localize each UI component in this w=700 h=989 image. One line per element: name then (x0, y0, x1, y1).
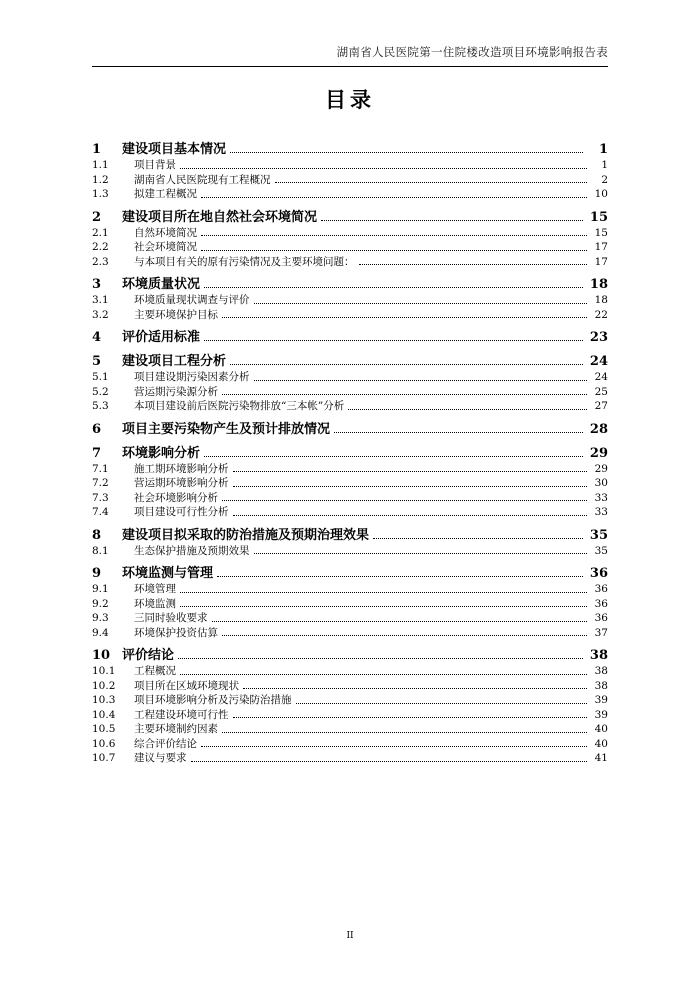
toc-entry-page: 38 (589, 648, 608, 663)
toc-entry[interactable] (92, 355, 608, 368)
toc-entry-page: 29 (589, 445, 608, 461)
toc-entry-page: 40 (594, 723, 608, 735)
toc-leader-dots (222, 499, 587, 501)
toc-entry-label: 项目主要污染物产生及预计排放情况 (122, 421, 331, 437)
toc-leader-dots (243, 687, 587, 689)
toc-leader-dots (233, 716, 588, 718)
toc-entry-number: 3.2 (92, 308, 109, 321)
toc-entry-page: 39 (594, 708, 608, 721)
toc-entry[interactable] (92, 295, 608, 306)
toc-entry-page: 1 (601, 159, 608, 171)
toc-leader-dots (254, 379, 588, 381)
toc-entry-page: 33 (594, 506, 608, 518)
toc-leader-dots (180, 605, 587, 607)
toc-entry-number: 10.1 (92, 665, 116, 677)
toc-entry-label: 建设项目工程分析 (122, 354, 227, 369)
toc-entry-label: 营运期污染源分析 (134, 385, 218, 398)
toc-entry-number: 10.3 (92, 694, 116, 706)
toc-entry-number: 7.3 (92, 491, 109, 504)
toc-entry-label: 工程建设环境可行性 (134, 708, 229, 721)
toc-leader-dots (204, 286, 583, 288)
toc-entry-number: 10.4 (92, 708, 116, 721)
toc-entry-label: 建设项目拟采取的防治措施及预期治理效果 (122, 527, 370, 543)
toc-leader-dots (233, 485, 588, 487)
toc-entry-number: 10 (92, 648, 111, 663)
toc-entry-number: 10.7 (92, 752, 116, 764)
toc-entry-number: 9.1 (92, 583, 109, 595)
toc-entry-label: 评价结论 (122, 648, 175, 663)
toc-leader-dots (222, 393, 587, 395)
toc-entry[interactable] (92, 724, 608, 735)
toc-entry-label: 主要环境制约因素 (134, 723, 218, 735)
toc-entry[interactable] (92, 189, 608, 200)
toc-leader-dots (230, 363, 583, 365)
toc-entry-label: 建议与要求 (134, 752, 187, 764)
toc-entry[interactable] (92, 493, 608, 504)
toc-entry[interactable] (92, 599, 608, 610)
table-of-contents (92, 132, 608, 765)
toc-leader-dots (204, 339, 583, 341)
toc-entry-label: 建设项目所在地自然社会环境简况 (122, 209, 318, 225)
toc-entry-number: 1.2 (92, 173, 109, 186)
running-header: 湖南省人民医院第一住院楼改造项目环境影响报告表 (336, 45, 608, 59)
toc-entry-page: 17 (594, 255, 608, 268)
toc-entry-number: 9.4 (92, 626, 109, 639)
toc-leader-dots (201, 196, 587, 198)
toc-leader-dots (204, 455, 583, 457)
toc-entry-page: 30 (594, 477, 608, 489)
toc-entry[interactable] (92, 666, 608, 677)
toc-entry[interactable] (92, 175, 608, 186)
toc-entry[interactable] (92, 242, 608, 253)
toc-entry[interactable] (92, 143, 608, 156)
toc-entry-number: 2.1 (92, 226, 109, 239)
toc-entry[interactable] (92, 584, 608, 595)
toc-entry-number: 7.4 (92, 506, 109, 518)
toc-entry-page: 18 (589, 277, 608, 292)
toc-leader-dots (222, 731, 587, 733)
toc-entry[interactable] (92, 310, 608, 321)
toc-entry-page: 38 (594, 665, 608, 677)
toc-leader-dots (373, 537, 583, 539)
toc-entry-label: 环境影响分析 (122, 445, 201, 461)
page-title: 目录 (325, 87, 375, 112)
toc-entry-number: 1 (92, 142, 102, 157)
toc-entry-page: 17 (594, 241, 608, 253)
toc-entry-label: 环境管理 (134, 583, 176, 595)
toc-entry[interactable] (92, 387, 608, 398)
toc-entry[interactable] (92, 628, 608, 639)
toc-entry-page: 22 (594, 308, 608, 321)
toc-entry-number: 10.5 (92, 723, 116, 735)
toc-entry-page: 36 (589, 566, 608, 581)
toc-entry-label: 评价适用标准 (122, 330, 201, 345)
toc-leader-dots (201, 234, 587, 236)
toc-entry-label: 主要环境保护目标 (134, 308, 218, 321)
toc-entry-label: 环境质量现状调查与评价 (134, 294, 250, 306)
toc-entry-number: 5.1 (92, 371, 109, 383)
toc-entry-label: 社会环境影响分析 (134, 491, 218, 504)
toc-entry[interactable] (92, 529, 608, 542)
toc-entry-number: 7.1 (92, 462, 109, 475)
toc-entry[interactable] (92, 372, 608, 383)
toc-entry-label: 项目背景 (134, 159, 176, 171)
toc-entry[interactable] (92, 695, 608, 706)
toc-entry-number: 3 (92, 277, 102, 292)
toc-entry[interactable] (92, 228, 608, 239)
toc-entry-page: 36 (594, 583, 608, 595)
toc-entry-number: 9.3 (92, 612, 109, 624)
toc-entry-number: 8.1 (92, 544, 109, 557)
toc-entry-label: 项目环境影响分析及污染防治措施 (134, 694, 292, 706)
toc-entry-number: 8 (92, 527, 102, 543)
toc-entry[interactable] (92, 567, 608, 580)
toc-entry-page: 24 (589, 354, 608, 369)
toc-entry-number: 5.2 (92, 385, 109, 398)
toc-entry-page: 39 (594, 694, 608, 706)
toc-leader-dots (222, 634, 587, 636)
toc-leader-dots (201, 249, 587, 251)
toc-entry-page: 10 (594, 188, 608, 200)
toc-entry-label: 综合评价结论 (134, 737, 197, 750)
toc-entry[interactable] (92, 423, 608, 436)
toc-entry[interactable] (92, 649, 608, 662)
toc-entry-number: 7 (92, 445, 102, 461)
toc-entry-page: 38 (594, 679, 608, 692)
toc-entry-page: 36 (594, 597, 608, 610)
toc-entry-number: 5.3 (92, 400, 109, 412)
toc-entry-number: 2.2 (92, 241, 109, 253)
toc-entry-number: 10.6 (92, 737, 116, 750)
toc-entry-page: 24 (594, 371, 608, 383)
toc-leader-dots (233, 470, 588, 472)
toc-entry[interactable] (92, 753, 608, 764)
toc-entry[interactable] (92, 739, 608, 750)
toc-entry-page: 15 (589, 209, 608, 225)
toc-entry-page: 1 (598, 142, 608, 157)
toc-entry-label: 环境质量状况 (122, 277, 201, 292)
toc-entry-label: 拟建工程概况 (134, 188, 197, 200)
toc-entry-page: 36 (594, 612, 608, 624)
toc-entry[interactable] (92, 546, 608, 557)
toc-leader-dots (178, 657, 583, 659)
toc-leader-dots (233, 514, 588, 516)
toc-leader-dots (275, 181, 588, 183)
toc-entry-label: 工程概况 (134, 665, 176, 677)
toc-entry-page: 35 (594, 544, 608, 557)
toc-leader-dots (321, 219, 583, 221)
toc-entry-page: 25 (594, 385, 608, 398)
toc-entry-label: 环境监测 (134, 597, 176, 610)
toc-entry-page: 33 (594, 491, 608, 504)
toc-entry[interactable] (92, 613, 608, 624)
toc-leader-dots (180, 591, 587, 593)
toc-entry-number: 1.1 (92, 159, 109, 171)
toc-entry[interactable] (92, 401, 608, 412)
toc-leader-dots (180, 167, 587, 169)
toc-entry[interactable] (92, 257, 608, 268)
toc-entry[interactable] (92, 478, 608, 489)
toc-leader-dots (191, 760, 588, 762)
toc-entry[interactable] (92, 211, 608, 224)
toc-entry-number: 4 (92, 330, 102, 345)
toc-entry[interactable] (92, 464, 608, 475)
toc-leader-dots (254, 302, 588, 304)
toc-entry-page: 18 (594, 294, 608, 306)
toc-entry-page: 29 (594, 462, 608, 475)
toc-entry-label: 项目建设期污染因素分析 (134, 371, 250, 383)
toc-entry-label: 本项目建设前后医院污染物排放“三本帐”分析 (134, 400, 345, 412)
toc-entry-label: 生态保护措施及预期效果 (134, 544, 250, 557)
toc-entry-page: 23 (589, 330, 608, 345)
toc-entry-number: 2.3 (92, 255, 109, 268)
toc-entry-label: 建设项目基本情况 (122, 142, 227, 157)
toc-entry-number: 1.3 (92, 188, 109, 200)
toc-leader-dots (222, 316, 587, 318)
toc-entry-label: 项目所在区域环境现状 (134, 679, 239, 692)
toc-leader-dots (334, 431, 583, 433)
toc-entry[interactable] (92, 278, 608, 291)
toc-entry-page: 41 (594, 752, 608, 764)
toc-entry-label: 环境监测与管理 (122, 566, 214, 581)
toc-entry-page: 35 (589, 527, 608, 543)
toc-entry-number: 3.1 (92, 294, 109, 306)
toc-entry[interactable] (92, 447, 608, 460)
toc-entry-label: 湖南省人民医院现有工程概况 (134, 173, 271, 186)
toc-entry-label: 自然环境简况 (134, 226, 197, 239)
toc-entry[interactable] (92, 681, 608, 692)
toc-entry-label: 与本项目有关的原有污染情况及主要环境问题： (134, 255, 355, 268)
toc-leader-dots (180, 673, 587, 675)
toc-entry-page: 28 (589, 421, 608, 437)
toc-entry-page: 40 (594, 737, 608, 750)
page-footer: II (346, 931, 354, 941)
toc-entry-number: 9.2 (92, 597, 109, 610)
toc-entry[interactable] (92, 160, 608, 171)
toc-leader-dots (254, 552, 588, 554)
toc-entry[interactable] (92, 507, 608, 518)
toc-entry-label: 社会环境简况 (134, 241, 197, 253)
toc-entry-number: 10.2 (92, 679, 116, 692)
toc-leader-dots (296, 702, 588, 704)
toc-leader-dots (201, 745, 587, 747)
toc-leader-dots (217, 575, 583, 577)
toc-entry-number: 5 (92, 354, 102, 369)
toc-entry-page: 2 (601, 173, 608, 186)
toc-leader-dots (230, 151, 583, 153)
toc-entry-page: 15 (594, 226, 608, 239)
toc-entry-label: 项目建设可行性分析 (134, 506, 229, 518)
toc-entry-number: 6 (92, 421, 102, 437)
header-divider (92, 66, 608, 67)
toc-entry-number: 2 (92, 209, 102, 225)
toc-entry[interactable] (92, 710, 608, 721)
toc-entry-label: 施工期环境影响分析 (134, 462, 229, 475)
toc-entry-label: 三同时验收要求 (134, 612, 208, 624)
toc-entry-page: 37 (594, 626, 608, 639)
toc-entry-label: 营运期环境影响分析 (134, 477, 229, 489)
toc-entry-label: 环境保护投资估算 (134, 626, 218, 639)
toc-entry[interactable] (92, 331, 608, 344)
toc-entry-page: 27 (594, 400, 608, 412)
toc-leader-dots (359, 263, 588, 265)
toc-entry-number: 7.2 (92, 477, 109, 489)
toc-leader-dots (212, 620, 588, 622)
toc-leader-dots (348, 408, 587, 410)
toc-entry-number: 9 (92, 566, 102, 581)
